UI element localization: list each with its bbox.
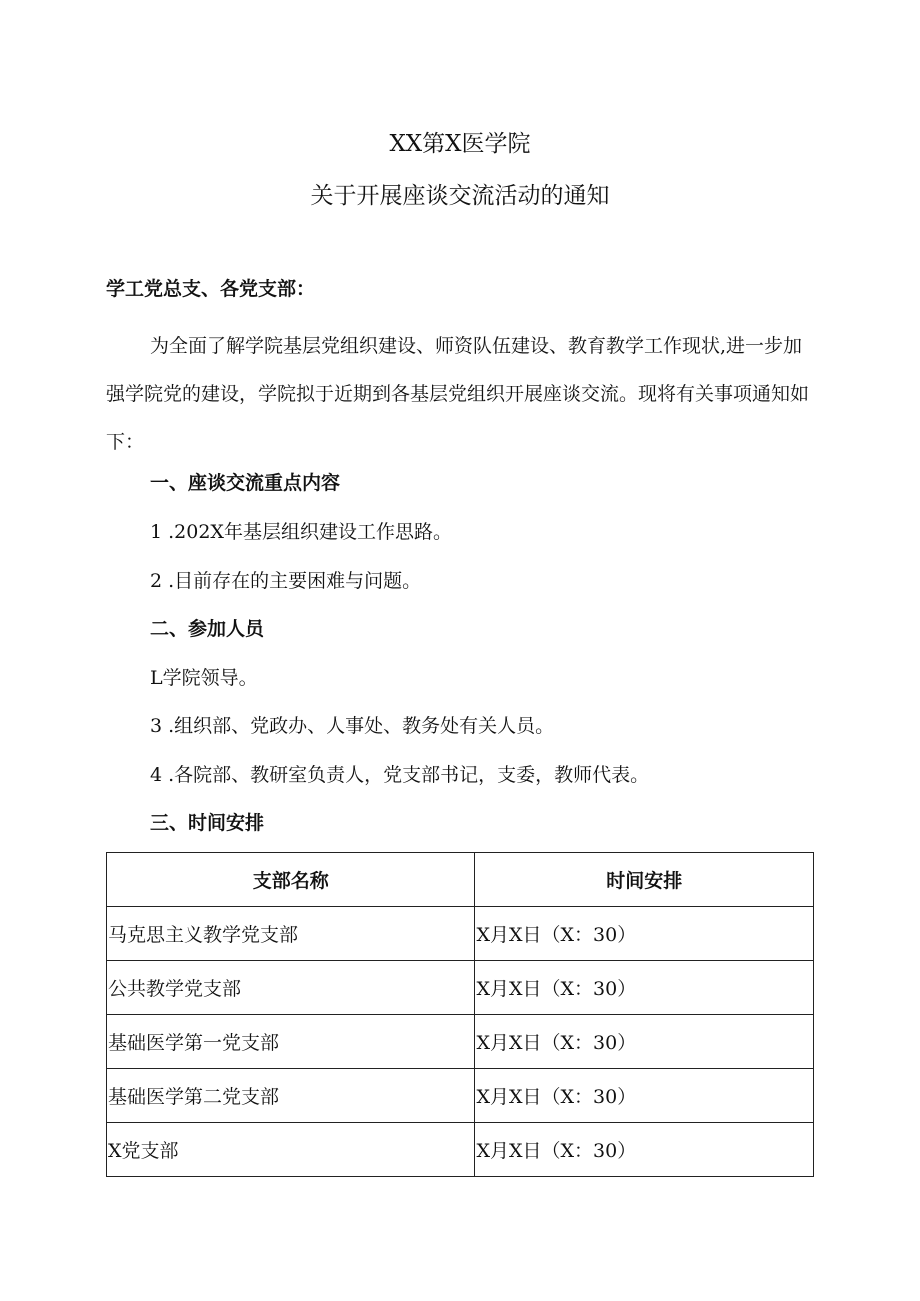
time-cell: X月X日（X：30） [475,1123,814,1177]
list-item: 4 .各院部、教研室负责人，党支部书记，支委，教师代表。 [150,764,650,786]
time-cell: X月X日（X：30） [475,907,814,961]
list-item: 2 .目前存在的主要困难与问题。 [150,570,422,592]
intro-paragraph: 为全面了解学院基层党组织建设、师资队伍建设、教育教学工作现状,进一步加强学院党的建设，学院拟于近期到各基层党组织开展座谈交流。现将有关事项通知如下： [106,335,810,453]
time-cell: X月X日（X：30） [475,961,814,1015]
branch-name-cell: X党支部 [107,1123,475,1177]
time-cell: X月X日（X：30） [475,1015,814,1069]
branch-name-cell: 马克思主义教学党支部 [107,907,475,961]
document-title: XX第X医学院 [389,131,531,157]
table-row [107,1123,814,1177]
branch-name-cell: 基础医学第一党支部 [107,1015,475,1069]
table-row [107,1069,814,1123]
list-item: L学院领导。 [150,667,258,689]
salutation: 学工党总支、各党支部： [106,278,316,300]
document-subtitle: 关于开展座谈交流活动的通知 [310,183,610,209]
column-header-time: 时间安排 [475,853,814,907]
table-header-row [107,853,814,907]
list-item: 3 .组织部、党政办、人事处、教务处有关人员。 [150,715,555,737]
list-item: 1 .202X年基层组织建设工作思路。 [150,521,452,543]
column-header-branch: 支部名称 [107,853,475,907]
section-heading-schedule: 三、时间安排 [150,812,265,834]
branch-name-cell: 公共教学党支部 [107,961,475,1015]
table-row [107,1015,814,1069]
section-heading-content: 一、座谈交流重点内容 [150,472,341,494]
branch-name-cell: 基础医学第二党支部 [107,1069,475,1123]
time-cell: X月X日（X：30） [475,1069,814,1123]
table-row [107,907,814,961]
table-row [107,961,814,1015]
schedule-table [106,852,814,1177]
section-heading-participants: 二、参加人员 [150,618,265,640]
